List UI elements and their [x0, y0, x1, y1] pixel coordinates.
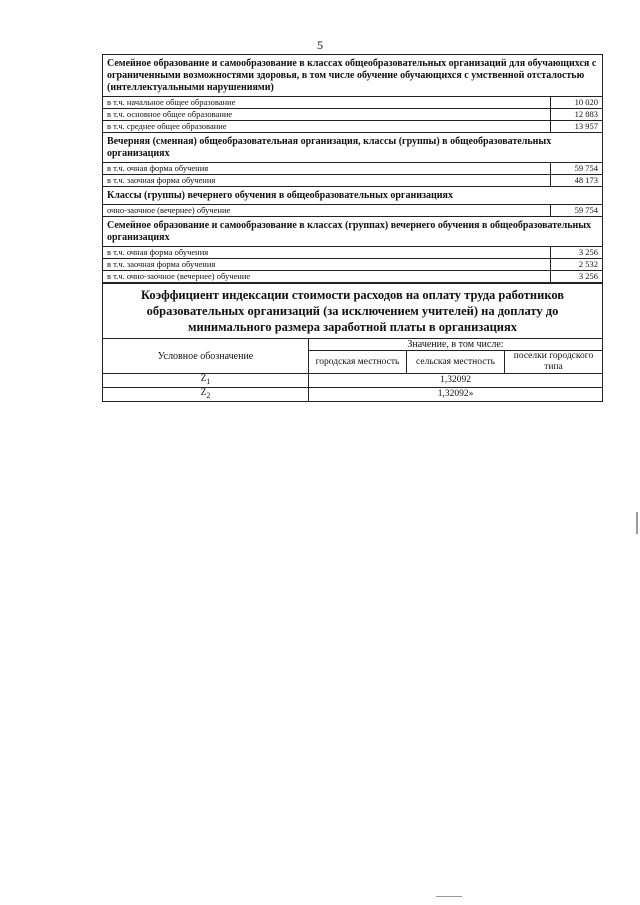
row-label: в т.ч. заочная форма обучения — [103, 259, 551, 271]
row-value: 59 754 — [551, 205, 603, 217]
row-label: в т.ч. среднее общее образование — [103, 121, 551, 133]
row-value: 59 754 — [551, 163, 603, 175]
coefficient-value: 1,32092» — [309, 388, 603, 402]
table-row — [103, 121, 603, 133]
symbol-letter: Z — [200, 374, 207, 385]
table-row — [103, 163, 603, 175]
indexation-table — [102, 283, 603, 402]
document-body — [102, 54, 602, 402]
symbol-subscript: 2 — [206, 390, 211, 400]
row-label: в т.ч. заочная форма обучения — [103, 175, 551, 187]
symbol-cell — [103, 374, 309, 388]
table-row — [103, 97, 603, 109]
symbol-letter: Z — [200, 388, 207, 399]
row-label: в т.ч. основное общее образование — [103, 109, 551, 121]
section-heading: Семейное образование и самообразование в классах (группах) вечернего обучения в общеобразовательных организациях — [103, 217, 603, 247]
symbol-column-header: Условное обозначение — [103, 339, 309, 374]
value-header: Значение, в том числе: — [309, 339, 603, 351]
table-row — [103, 271, 603, 283]
row-value: 13 957 — [551, 121, 603, 133]
scan-edge-mark — [636, 512, 638, 534]
table-row — [103, 175, 603, 187]
row-label: в т.ч. очная форма обучения — [103, 163, 551, 175]
section-heading: Классы (группы) вечернего обучения в общеобразовательных организациях — [103, 187, 603, 205]
table-row — [103, 247, 603, 259]
indexation-title: Коэффициент индексации стоимости расходов на оплату труда работников образовательных организаций (за исключением учителей) на доплату до минимального размера заработной платы в организациях — [103, 284, 603, 339]
row-value: 2 532 — [551, 259, 603, 271]
table-row — [103, 259, 603, 271]
table-row — [103, 109, 603, 121]
row-label: в т.ч. очная форма обучения — [103, 247, 551, 259]
rural-header: сельская местность — [407, 351, 505, 374]
row-value: 3 256 — [551, 271, 603, 283]
symbol-cell — [103, 388, 309, 402]
cost-table — [102, 54, 603, 283]
row-label: в т.ч. начальное общее образование — [103, 97, 551, 109]
row-label: очно-заочное (вечернее) обучение — [103, 205, 551, 217]
scan-dash-mark — [436, 896, 462, 897]
symbol-subscript: 1 — [206, 376, 211, 386]
settlement-header: поселки городского типа — [505, 351, 603, 374]
urban-header: городская местность — [309, 351, 407, 374]
row-value: 3 256 — [551, 247, 603, 259]
section-heading: Семейное образование и самообразование в классах общеобразовательных организаций для обучающихся с ограниченными возможностями здоровья, в том числе обучение обучающихся с умственной отсталостью (интеллектуальными нарушениями) — [103, 55, 603, 97]
section-heading: Вечерняя (сменная) общеобразовательная организация, классы (группы) в общеобразовательных организациях — [103, 133, 603, 163]
table-row — [103, 205, 603, 217]
row-value: 10 020 — [551, 97, 603, 109]
row-label: в т.ч. очно-заочное (вечернее) обучение — [103, 271, 551, 283]
page-number: 5 — [317, 38, 323, 52]
row-value: 12 883 — [551, 109, 603, 121]
coefficient-value: 1,32092 — [309, 374, 603, 388]
row-value: 48 173 — [551, 175, 603, 187]
